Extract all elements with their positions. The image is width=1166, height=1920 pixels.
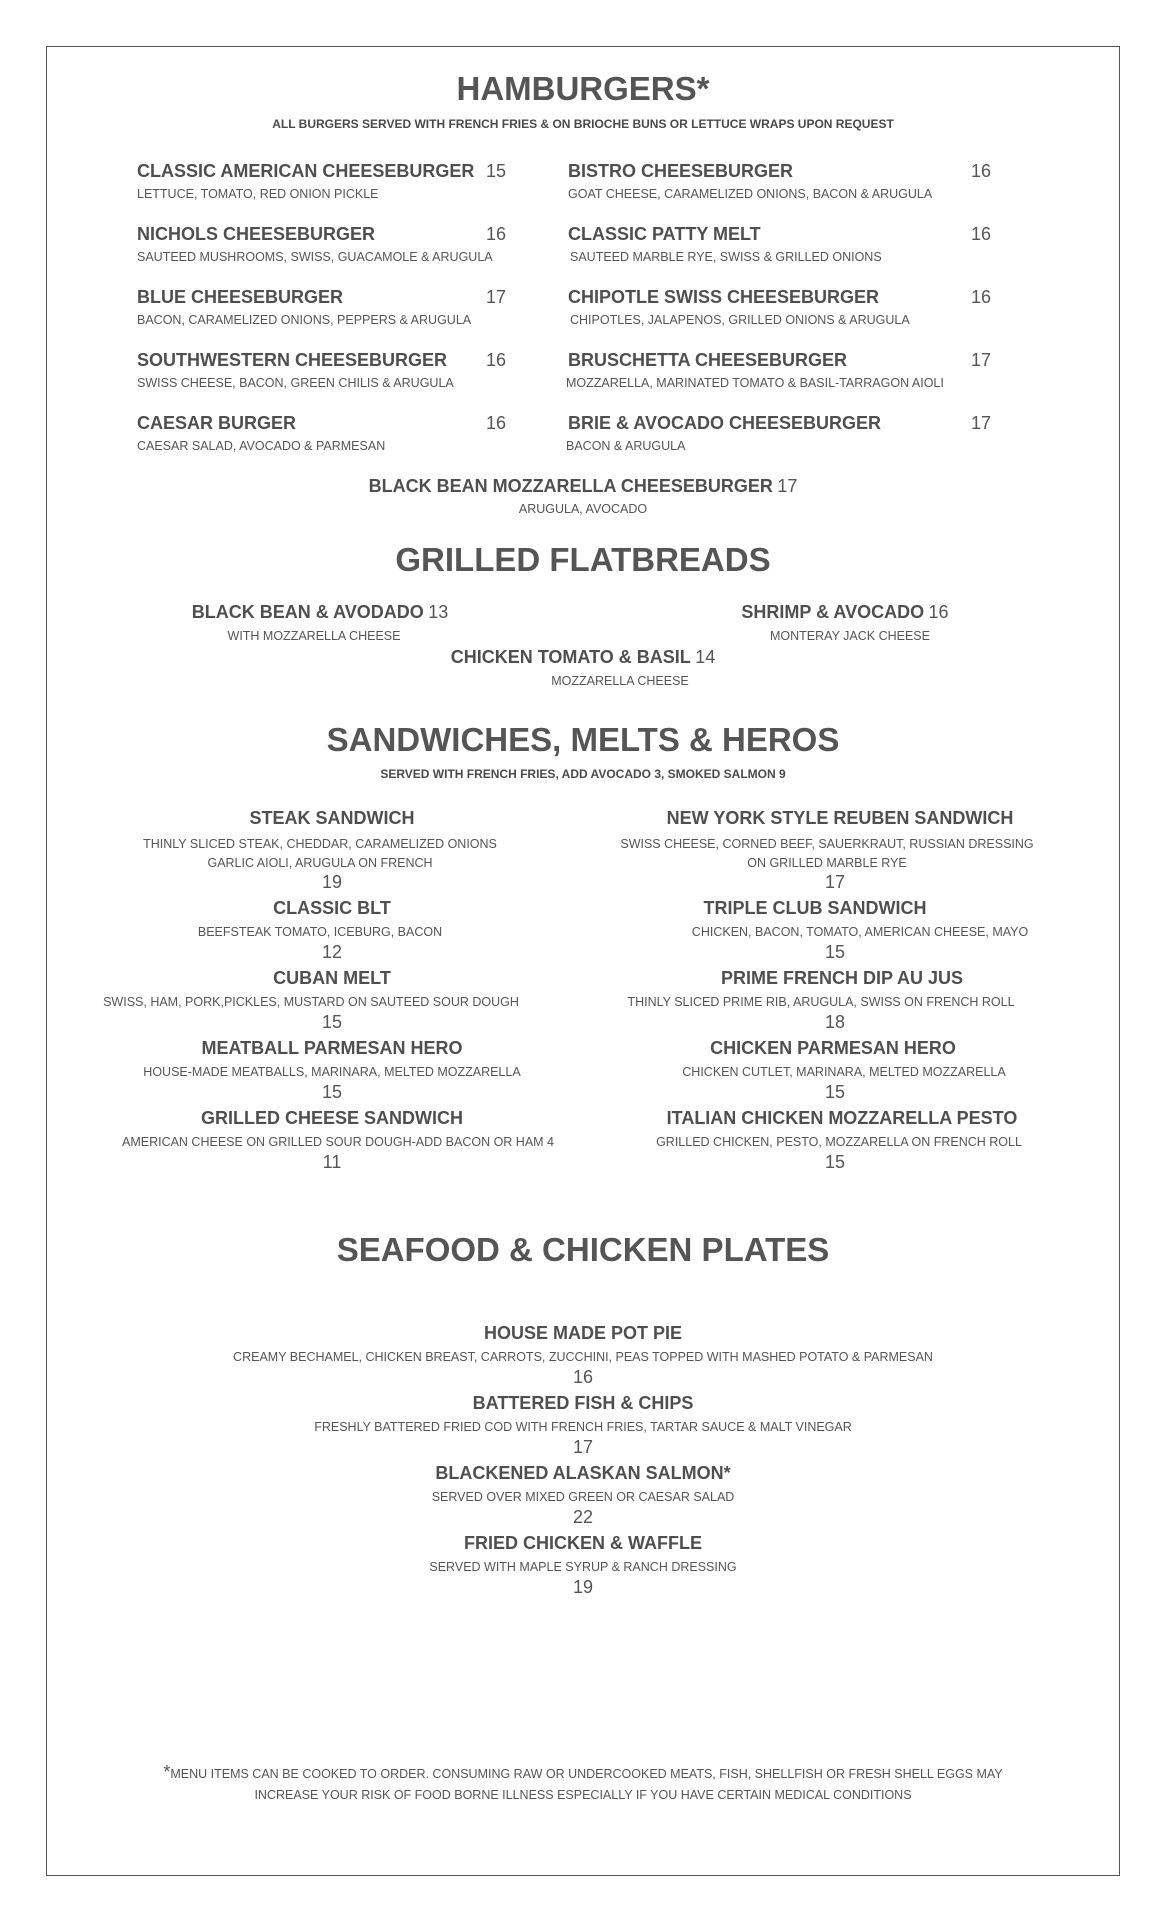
item-description: MOZZARELLA, MARINATED TOMATO & BASIL-TARRAGON AIOLI [566,376,944,390]
plate-item-description: SERVED OVER MIXED GREEN OR CAESAR SALAD [431,1490,735,1504]
item-price: 16 [486,224,507,244]
item-price: 17 [971,413,992,433]
item-description-line: ON GRILLED MARBLE RYE [747,856,907,870]
plate-item-name: FRIED CHICKEN & WAFFLE [464,1533,702,1553]
item-name: CHICKEN PARMESAN HERO [710,1038,956,1058]
plate-item-price: 17 [572,1437,594,1457]
item-description: WITH MOZZARELLA CHEESE [227,629,401,643]
item-price: 15 [824,1152,846,1172]
item-price: 16 [486,350,507,370]
item-description-line: SWISS CHEESE, CORNED BEEF, SAUERKRAUT, RUSSIAN DRESSING [620,837,1034,851]
item-name: STEAK SANDWICH [249,808,415,828]
item-description-line: THINLY SLICED STEAK, CHEDDAR, CARAMELIZED ONIONS [143,837,497,851]
sandwich-item [613,1038,1053,1059]
item-description: MOZZARELLA CHEESE [551,674,689,688]
sandwich-item [112,1108,552,1129]
menu-item [685,602,1005,623]
item-name: CAESAR BURGER [137,413,297,433]
item-name: BISTRO CHEESEBURGER [568,161,794,181]
sandwich-item [112,898,552,919]
item-description: CAESAR SALAD, AVOCADO & PARMESAN [137,439,386,453]
asterisk: * [163,1762,171,1782]
menu-item [0,476,1166,497]
item-description: AMERICAN CHEESE ON GRILLED SOUR DOUGH-ADD BACON OR HAM 4 [121,1135,554,1149]
item-name: BLACK BEAN & AVODADO [191,602,424,622]
plate-item-name: HOUSE MADE POT PIE [483,1323,683,1343]
item-name: NEW YORK STYLE REUBEN SANDWICH [666,808,1014,828]
item-price: 17 [971,350,992,370]
plate-item-description: SERVED WITH MAPLE SYRUP & RANCH DRESSING [429,1560,737,1574]
item-description: MONTERAY JACK CHEESE [770,629,930,643]
plate-item-description: CREAMY BECHAMEL, CHICKEN BREAST, CARROTS, ZUCCHINI, PEAS TOPPED WITH MASHED POTATO & PARMESAN [233,1350,933,1364]
item-price: 15 [824,1082,846,1102]
item-description: ARUGULA, AVOCADO [518,502,648,516]
disclaimer [0,1762,1166,1806]
item-description: SAUTEED MUSHROOMS, SWISS, GUACAMOLE & ARUGULA [137,250,493,264]
item-description: LETTUCE, TOMATO, RED ONION PICKLE [137,187,379,201]
item-price: 15 [824,942,846,962]
sandwiches-title: SANDWICHES, MELTS & HEROS [326,721,840,758]
plate-item-price: 22 [572,1507,594,1527]
item-name: BRIE & AVOCADO CHEESEBURGER [568,413,882,433]
item-name: NICHOLS CHEESEBURGER [137,224,376,244]
item-price: 17 [777,476,798,496]
item-name: MEATBALL PARMESAN HERO [201,1038,463,1058]
sandwich-item [112,968,552,989]
plate-item-name: BLACKENED ALASKAN SALMON* [435,1463,731,1483]
item-price: 17 [486,287,507,307]
item-description: GOAT CHEESE, CARAMELIZED ONIONS, BACON & ARUGULA [568,187,933,201]
sandwich-item [112,1038,552,1059]
plate-item-description: FRESHLY BATTERED FRIED COD WITH FRENCH FRIES, TARTAR SAUCE & MALT VINEGAR [314,1420,852,1434]
item-price: 14 [695,647,716,667]
item-name: BLACK BEAN MOZZARELLA CHEESEBURGER [368,476,773,496]
item-name: CUBAN MELT [273,968,391,988]
disclaimer-text-1: MENU ITEMS CAN BE COOKED TO ORDER. CONSUMING RAW OR UNDERCOOKED MEATS, FISH, SHELLFISH OR FRESH SHELL EGGS MAY [170,1767,1003,1781]
item-description: SAUTEED MARBLE RYE, SWISS & GRILLED ONIONS [570,250,882,264]
item-description [607,835,1047,873]
item-price: 18 [824,1012,846,1032]
plates-title: SEAFOOD & CHICKEN PLATES [336,1231,830,1268]
item-price: 16 [928,602,949,622]
item-name: SOUTHWESTERN CHEESEBURGER [137,350,448,370]
menu-item [0,647,1166,668]
item-description: CHIPOTLES, JALAPENOS, GRILLED ONIONS & ARUGULA [570,313,910,327]
item-name: SHRIMP & AVOCADO [741,602,925,622]
disclaimer-line-2: INCREASE YOUR RISK OF FOOD BORNE ILLNESS ESPECIALLY IF YOU HAVE CERTAIN MEDICAL CONDITIONS [254,1788,912,1802]
item-description-line: GARLIC AIOLI, ARUGULA ON FRENCH [207,856,433,870]
item-description: BACON & ARUGULA [566,439,686,453]
item-description: GRILLED CHICKEN, PESTO, MOZZARELLA ON FRENCH ROLL [656,1135,1022,1149]
item-name: CLASSIC BLT [273,898,391,918]
plate-item-name: BATTERED FISH & CHIPS [472,1393,694,1413]
item-name: GRILLED CHEESE SANDWICH [200,1108,463,1128]
item-description: THINLY SLICED PRIME RIB, ARUGULA, SWISS ON FRENCH ROLL [627,995,1015,1009]
item-name: CLASSIC PATTY MELT [568,224,761,244]
item-description: HOUSE-MADE MEATBALLS, MARINARA, MELTED MOZZARELLA [143,1065,521,1079]
item-price: 16 [971,287,992,307]
sandwich-item [622,1108,1062,1129]
sandwich-item [620,808,1060,829]
item-name: CHIPOTLE SWISS CHEESEBURGER [568,287,880,307]
hamburgers-subtitle: ALL BURGERS SERVED WITH FRENCH FRIES & ON BRIOCHE BUNS OR LETTUCE WRAPS UPON REQUEST [272,117,894,131]
item-name: CHICKEN TOMATO & BASIL [450,647,691,667]
hamburgers-title: HAMBURGERS* [456,70,710,107]
item-name: BRUSCHETTA CHEESEBURGER [568,350,848,370]
item-price: 16 [971,224,992,244]
item-price: 15 [321,1082,343,1102]
item-description: BEEFSTEAK TOMATO, ICEBURG, BACON [197,925,443,939]
item-price: 19 [321,872,343,892]
menu-item [160,602,480,623]
item-name: CLASSIC AMERICAN CHEESEBURGER [137,161,475,181]
item-price: 15 [321,1012,343,1032]
item-price: 17 [824,872,846,892]
item-description: CHICKEN CUTLET, MARINARA, MELTED MOZZARELLA [682,1065,1006,1079]
sandwich-item [112,808,552,829]
item-description [100,835,540,873]
sandwiches-subtitle: SERVED WITH FRENCH FRIES, ADD AVOCADO 3, SMOKED SALMON 9 [380,767,786,781]
item-price: 15 [486,161,507,181]
item-price: 16 [486,413,507,433]
item-description: SWISS, HAM, PORK,PICKLES, MUSTARD ON SAUTEED SOUR DOUGH [103,995,519,1009]
item-name: TRIPLE CLUB SANDWICH [703,898,927,918]
plate-item-price: 19 [572,1577,594,1597]
sandwich-item [595,898,1035,919]
item-price: 16 [971,161,992,181]
item-name: PRIME FRENCH DIP AU JUS [720,968,964,988]
item-name: BLUE CHEESEBURGER [137,287,344,307]
item-price: 11 [322,1152,342,1172]
item-price: 12 [321,942,343,962]
disclaimer-line-1 [0,1762,1166,1785]
item-description: SWISS CHEESE, BACON, GREEN CHILIS & ARUGULA [137,376,454,390]
flatbreads-title: GRILLED FLATBREADS [395,541,771,578]
sandwich-item [622,968,1062,989]
item-description: CHICKEN, BACON, TOMATO, AMERICAN CHEESE, MAYO [691,925,1029,939]
item-price: 13 [428,602,449,622]
item-name: ITALIAN CHICKEN MOZZARELLA PESTO [666,1108,1018,1128]
item-description: BACON, CARAMELIZED ONIONS, PEPPERS & ARUGULA [137,313,472,327]
plate-item-price: 16 [572,1367,594,1387]
